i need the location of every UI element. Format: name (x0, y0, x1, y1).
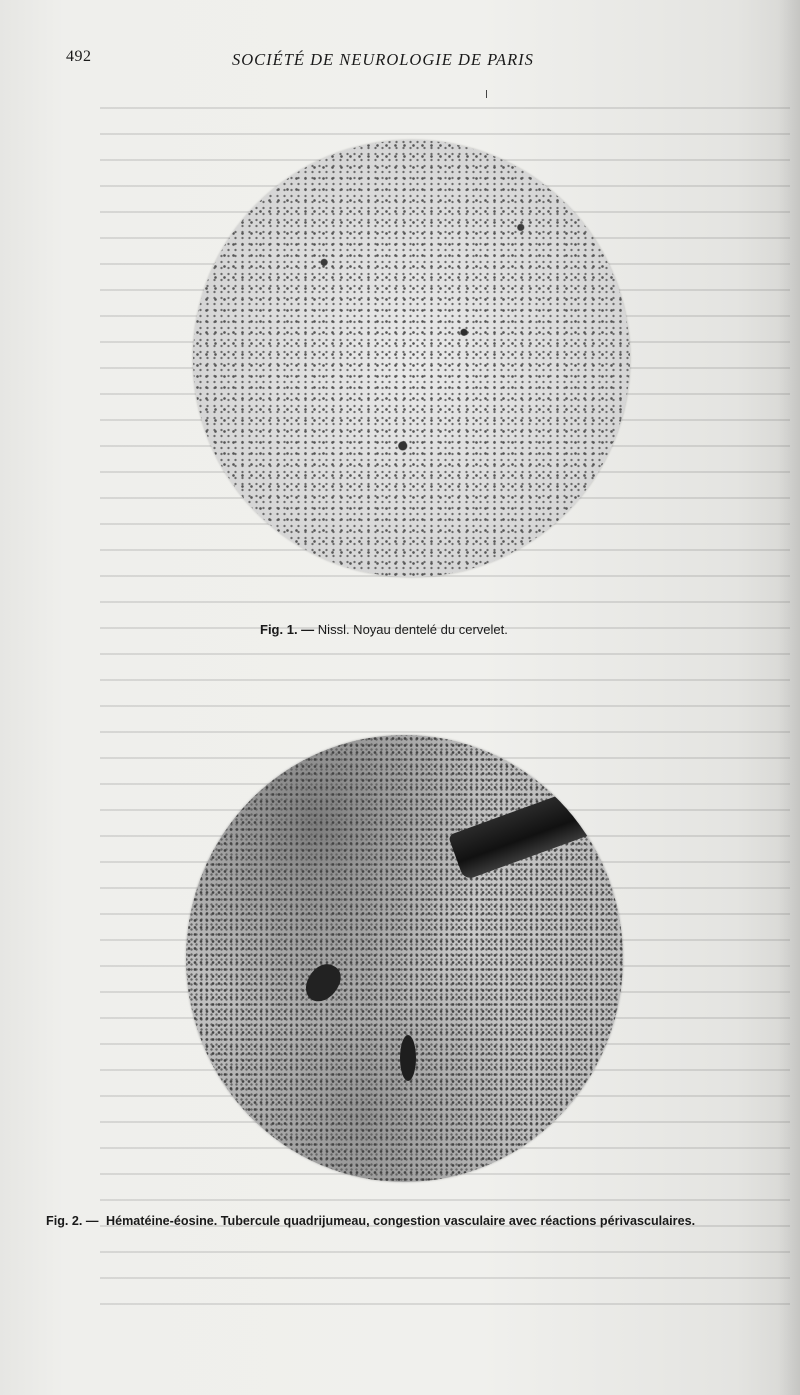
perivascular-blot (300, 958, 346, 1008)
running-title: SOCIÉTÉ DE NEUROLOGIE DE PARIS (232, 50, 534, 69)
perivascular-blot (400, 1035, 416, 1081)
figure-1-micrograph (193, 140, 630, 577)
page-number: 492 (66, 48, 92, 65)
figure-2-label: Fig. 2. — (46, 1214, 99, 1228)
page-header (0, 46, 800, 76)
tick-mark (486, 90, 487, 98)
figure-2-micrograph (186, 735, 623, 1182)
figure-1-caption (260, 622, 508, 637)
page-edge-shadow (778, 0, 800, 1395)
figure-1-caption-text: Nissl. Noyau dentelé du cervelet. (317, 622, 508, 637)
figure-1-label: Fig. 1. — (260, 622, 315, 637)
figure-2-caption-text: Hématéinе-éosine. Tubercule quadrijumeau, congestion vasculaire avec réactions périvasculaires. (105, 1214, 696, 1228)
blood-vessel (448, 777, 623, 880)
figure-2-caption (46, 1214, 695, 1228)
